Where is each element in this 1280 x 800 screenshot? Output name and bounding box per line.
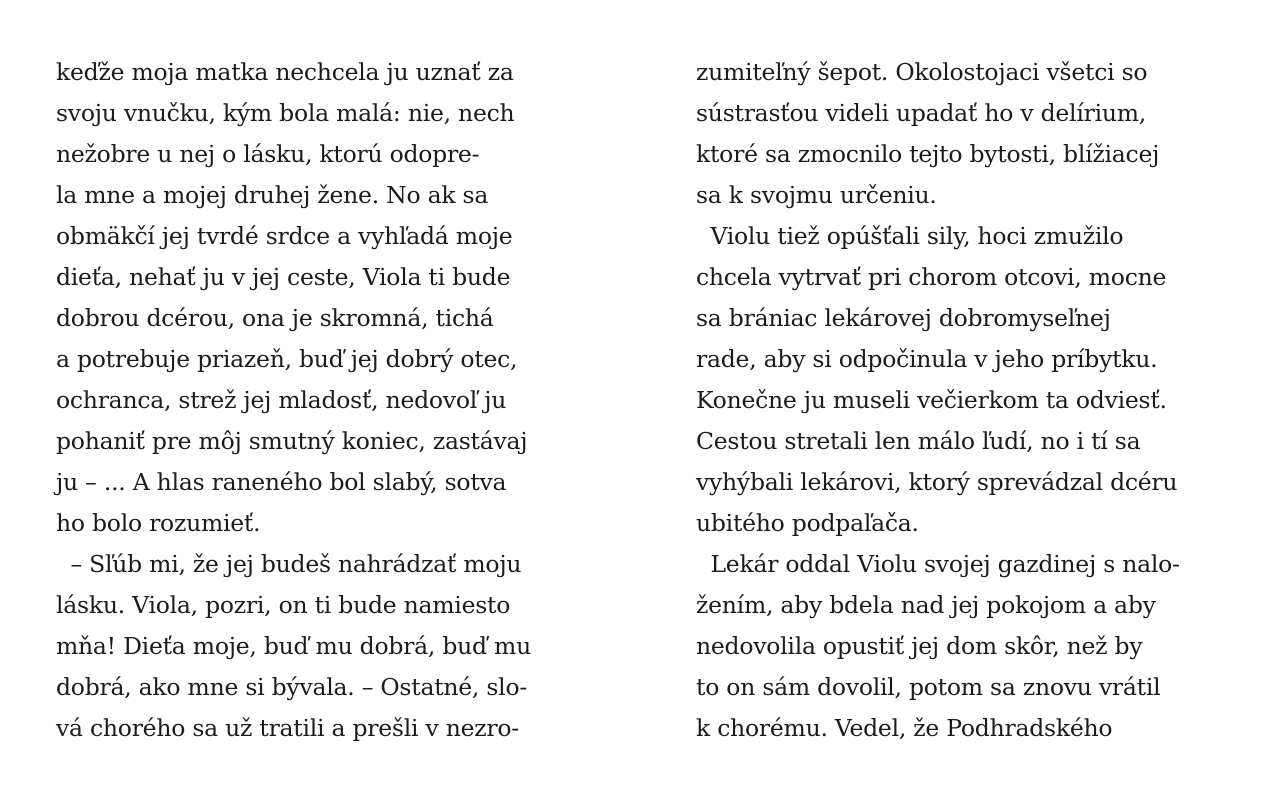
text-line: pohaniť pre môj smutný koniec, zastávaj [56,427,528,455]
text-line: ochranca, strež jej mladosť, nedovoľ ju [56,386,507,414]
text-line: žením, aby bdela nad jej pokojom a aby [696,591,1156,619]
text-line: k chorému. Vedel, že Podhradského [696,714,1113,742]
text-line: dobrá, ako mne si bývala. – Ostatné, slo- [56,673,528,701]
text-line: sa brániac lekárovej dobromyseľnej [696,304,1111,332]
left-page [56,52,616,749]
text-line: sústrasťou videli upadať ho v delírium, [696,99,1146,127]
text-line: Cestou stretali len málo ľudí, no i tí sa [696,427,1141,455]
text-line: nežobre u nej o lásku, ktorú odopre- [56,140,480,168]
text-line: lásku. Viola, pozri, on ti bude namiesto [56,591,511,619]
text-line: sa k svojmu určeniu. [696,181,937,209]
text-line: chcela vytrvať pri chorom otcovi, mocne [696,263,1167,291]
text-line: obmäkčí jej tvrdé srdce a vyhľadá moje [56,222,513,250]
right-page [696,52,1256,749]
text-line: – Sľúb mi, že jej budeš nahrádzať moju [56,550,522,578]
text-line: ho bolo rozumieť. [56,509,261,537]
text-line: mňa! Dieťa moje, buď mu dobrá, buď mu [56,632,531,660]
text-line: nedovolila opustiť jej dom skôr, než by [696,632,1143,660]
text-line: ubitého podpaľača. [696,509,919,537]
text-line: la mne a mojej druhej žene. No ak sa [56,181,489,209]
text-line: vyhýbali lekárovi, ktorý sprevádzal dcéru [696,468,1178,496]
text-line: rade, aby si odpočinula v jeho príbytku. [696,345,1158,373]
text-line: vá chorého sa už tratili a prešli v nezro- [56,714,519,742]
text-line: dobrou dcérou, ona je skromná, tichá [56,304,494,332]
text-line: Konečne ju museli večierkom ta odviesť. [696,386,1167,414]
text-line: keďže moja matka nechcela ju uznať za [56,58,514,86]
text-line: dieťa, nehať ju v jej ceste, Viola ti bude [56,263,511,291]
text-line: to on sám dovolil, potom sa znovu vrátil [696,673,1161,701]
text-line: Violu tiež opúšťali sily, hoci zmužilo [696,222,1124,250]
text-line: ju – ... A hlas raneného bol slabý, sotva [56,468,507,496]
text-line: ktoré sa zmocnilo tejto bytosti, blížiacej [696,140,1160,168]
text-line: zumiteľný šepot. Okolostojaci všetci so [696,58,1148,86]
text-line: a potrebuje priazeň, buď jej dobrý otec, [56,345,518,373]
text-line: Lekár oddal Violu svojej gazdinej s nalo- [696,550,1180,578]
text-line: svoju vnučku, kým bola malá: nie, nech [56,99,515,127]
